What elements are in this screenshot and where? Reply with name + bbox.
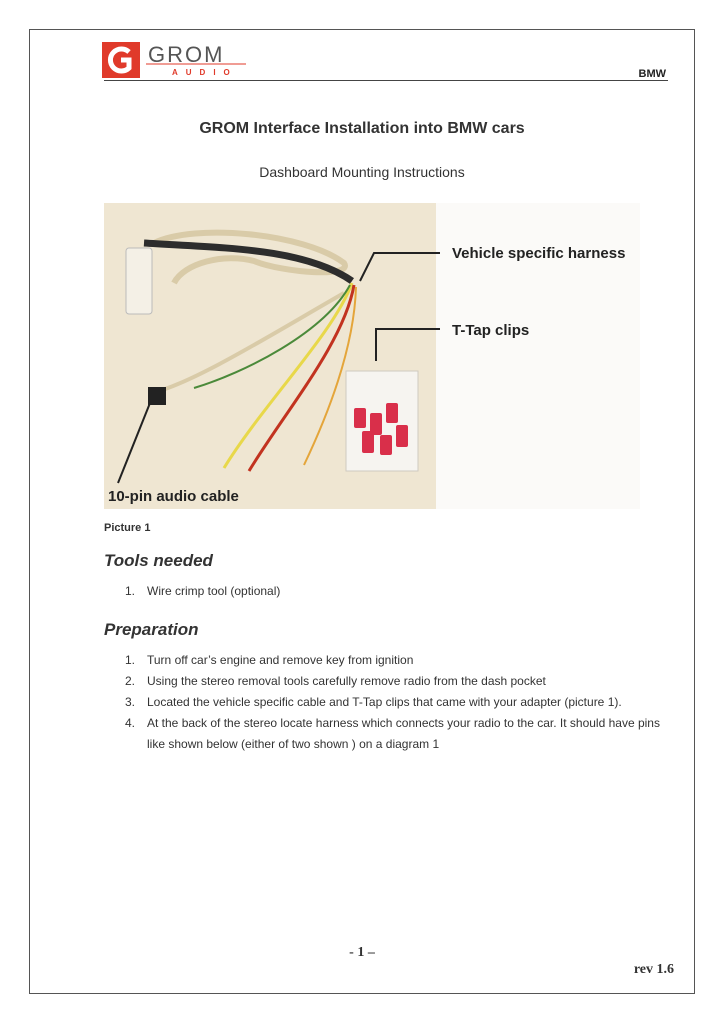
page-number: - 1 – [349, 945, 375, 960]
harness-photo [104, 203, 640, 509]
brand-label: BMW [638, 68, 666, 80]
tools-heading: Tools needed [104, 551, 213, 570]
document-subtitle: Dashboard Mounting Instructions [259, 164, 465, 180]
list-item: 1. Turn off car’s engine and remove key from ignition [125, 653, 414, 667]
label-ttap-clips: T-Tap clips [452, 322, 530, 339]
logo-text: GROM [148, 42, 225, 67]
document-title: GROM Interface Installation into BMW cars [199, 120, 525, 137]
picture-caption: Picture 1 [104, 522, 151, 534]
list-item: 1. Wire crimp tool (optional) [125, 584, 281, 598]
list-item: 3. Located the vehicle specific cable and T-Tap clips that came with your adapter (picture 1). [125, 695, 622, 709]
list-item: 4. At the back of the stereo locate harness which connects your radio to the car. It should have pins like shown below (either of two shown ) on a diagram 1 [125, 716, 660, 751]
logo-subtext: AUDIO [172, 68, 238, 77]
preparation-heading: Preparation [104, 620, 199, 639]
revision-label: rev 1.6 [633, 962, 674, 977]
tools-list [104, 581, 674, 602]
label-vehicle-harness: Vehicle specific harness [452, 245, 626, 262]
list-item: 2. Using the stereo removal tools carefully remove radio from the dash pocket [125, 674, 546, 688]
preparation-list [104, 650, 674, 755]
header-divider [104, 80, 668, 81]
label-audio-cable: 10-pin audio cable [108, 488, 239, 505]
